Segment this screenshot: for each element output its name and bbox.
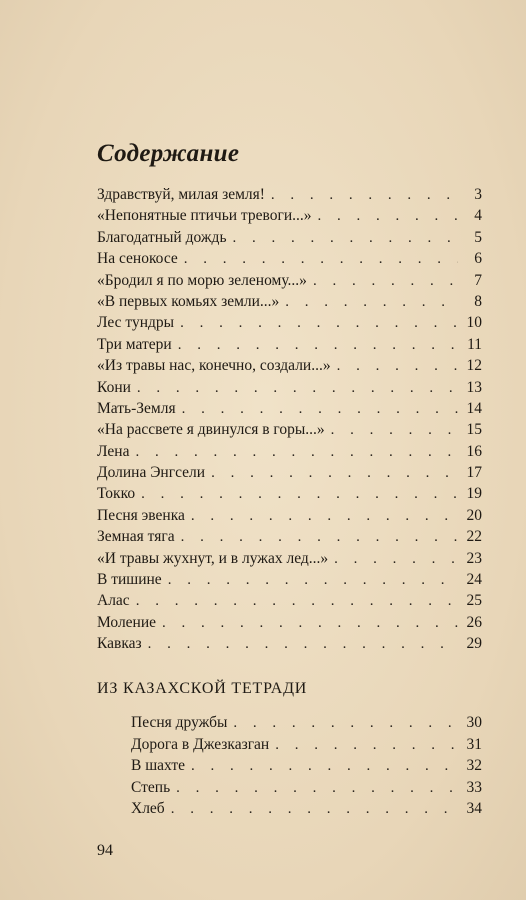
toc-entry-page: 6 — [474, 250, 482, 268]
toc-entry-page: 30 — [466, 714, 482, 731]
dot-leader — [137, 380, 458, 397]
dot-leader — [135, 444, 458, 461]
toc-entry-page: 22 — [466, 528, 482, 546]
toc-entry — [131, 757, 482, 779]
dot-leader — [168, 572, 458, 589]
dot-leader — [233, 230, 458, 247]
dot-leader — [191, 508, 458, 525]
toc-entry — [97, 229, 482, 250]
toc-entry-page: 12 — [466, 357, 482, 375]
toc-entry — [131, 714, 482, 736]
toc-entry-title: Моление — [97, 613, 157, 631]
toc-entry-title: Токко — [97, 485, 136, 503]
toc-entry — [97, 528, 482, 549]
dot-leader — [313, 273, 458, 290]
dot-leader — [271, 187, 458, 204]
toc-entry-page: 3 — [474, 186, 482, 203]
toc-entry-title: «На рассвете я двинулся в горы...» — [97, 421, 325, 439]
toc-entry-page: 20 — [466, 506, 482, 524]
toc-entry — [97, 635, 482, 656]
page-number: 94 — [97, 842, 113, 859]
toc-entry-title: Мать-Земля — [97, 399, 176, 417]
dot-leader — [211, 465, 458, 482]
toc-entry — [97, 379, 482, 400]
dot-leader — [191, 758, 458, 775]
toc-entry — [97, 293, 482, 314]
toc-entry-title: В шахте — [131, 757, 186, 775]
toc-entry — [97, 550, 482, 571]
toc-entry-title: Кони — [97, 378, 131, 396]
toc-entry-title: Хлеб — [131, 800, 165, 818]
toc-entry-title: Алас — [97, 592, 130, 610]
toc-entry-title: Лес тундры — [97, 314, 175, 332]
dot-leader — [148, 636, 458, 653]
dot-leader — [331, 422, 458, 439]
dot-leader — [136, 593, 458, 610]
toc-entry-title: «И травы жухнут, и в лужах лед...» — [97, 549, 329, 567]
toc-entry-title: Здравствуй, милая земля! — [97, 186, 265, 203]
toc-entry-page: 5 — [474, 228, 482, 246]
toc-entry-title: На сенокосе — [97, 250, 178, 268]
toc-entry-page: 11 — [467, 335, 482, 353]
dot-leader — [334, 551, 458, 568]
toc-entry-title: Кавказ — [97, 635, 142, 653]
toc-entry-title: В тишине — [97, 571, 162, 589]
toc-entry-title: Степь — [131, 778, 171, 796]
toc-entry-page: 7 — [474, 271, 482, 289]
toc-entry-title: Три матери — [97, 335, 172, 353]
toc-entry-title: Дорога в Джезказган — [131, 735, 270, 753]
toc-entry-title: Земная тяга — [97, 528, 175, 546]
toc-entry — [97, 464, 482, 485]
toc-entry-title: «Непонятные птичьи тревоги...» — [97, 207, 312, 225]
toc-entry-title: Лена — [97, 442, 130, 460]
toc-entry — [97, 400, 482, 421]
toc-entry-title: Песня эвенка — [97, 506, 185, 524]
toc-entry-page: 25 — [466, 592, 482, 610]
dot-leader — [180, 315, 458, 332]
toc-entry — [97, 314, 482, 335]
toc-entry-page: 32 — [466, 757, 482, 775]
toc-entry-page: 8 — [474, 292, 482, 310]
toc-entry — [97, 592, 482, 613]
dot-leader — [337, 358, 458, 375]
toc-entry — [97, 272, 482, 293]
toc-entry-page: 15 — [466, 421, 482, 439]
toc-entry — [97, 571, 482, 592]
toc-entry-page: 34 — [466, 800, 482, 818]
toc-entry-page: 19 — [466, 485, 482, 503]
toc-entry-page: 10 — [466, 314, 482, 332]
toc-entry-page: 16 — [466, 442, 482, 460]
dot-leader — [176, 780, 458, 797]
toc-entry-page: 23 — [466, 549, 482, 567]
dot-leader — [182, 401, 458, 418]
toc-entry — [131, 736, 482, 758]
toc-entry-title: «Бродил я по морю зеленому...» — [97, 271, 307, 289]
toc-entry — [97, 250, 482, 271]
toc-entry — [97, 357, 482, 378]
toc-entry — [97, 186, 482, 207]
section-contents — [131, 714, 482, 822]
dot-leader — [141, 486, 458, 503]
toc-entry-page: 13 — [466, 378, 482, 396]
dot-leader — [285, 294, 458, 311]
dot-leader — [184, 251, 458, 268]
toc-entry — [97, 507, 482, 528]
toc-entry-title: «Из травы нас, конечно, создали...» — [97, 357, 331, 375]
toc-entry — [97, 336, 482, 357]
toc-entry-page: 14 — [466, 399, 482, 417]
toc-entry-page: 4 — [474, 207, 482, 225]
toc-entry — [131, 779, 482, 801]
dot-leader — [233, 715, 458, 732]
toc-entry-title: «В первых комьях земли...» — [97, 292, 280, 310]
toc-entry-page: 33 — [466, 778, 482, 796]
toc-entry-page: 26 — [466, 613, 482, 631]
dot-leader — [178, 337, 458, 354]
toc-entry-page: 31 — [466, 735, 482, 753]
dot-leader — [171, 801, 458, 818]
toc-entry — [97, 485, 482, 506]
dot-leader — [181, 529, 458, 546]
toc-entry-title: Благодатный дождь — [97, 228, 227, 246]
toc-entry-page: 17 — [466, 464, 482, 482]
toc-entry-page: 24 — [466, 571, 482, 589]
toc-entry — [97, 207, 482, 228]
toc-entry-page: 29 — [466, 635, 482, 653]
toc-entry — [97, 614, 482, 635]
page-title: Содержание — [97, 140, 240, 167]
table-of-contents — [97, 186, 482, 657]
toc-entry-title: Песня дружбы — [131, 714, 228, 731]
toc-entry-title: Долина Энгсели — [97, 464, 206, 482]
dot-leader — [162, 615, 458, 632]
toc-entry — [97, 421, 482, 442]
toc-entry — [97, 443, 482, 464]
toc-entry — [131, 800, 482, 822]
section-title: ИЗ КАЗАХСКОЙ ТЕТРАДИ — [97, 680, 308, 697]
dot-leader — [318, 208, 458, 225]
dot-leader — [275, 737, 458, 754]
